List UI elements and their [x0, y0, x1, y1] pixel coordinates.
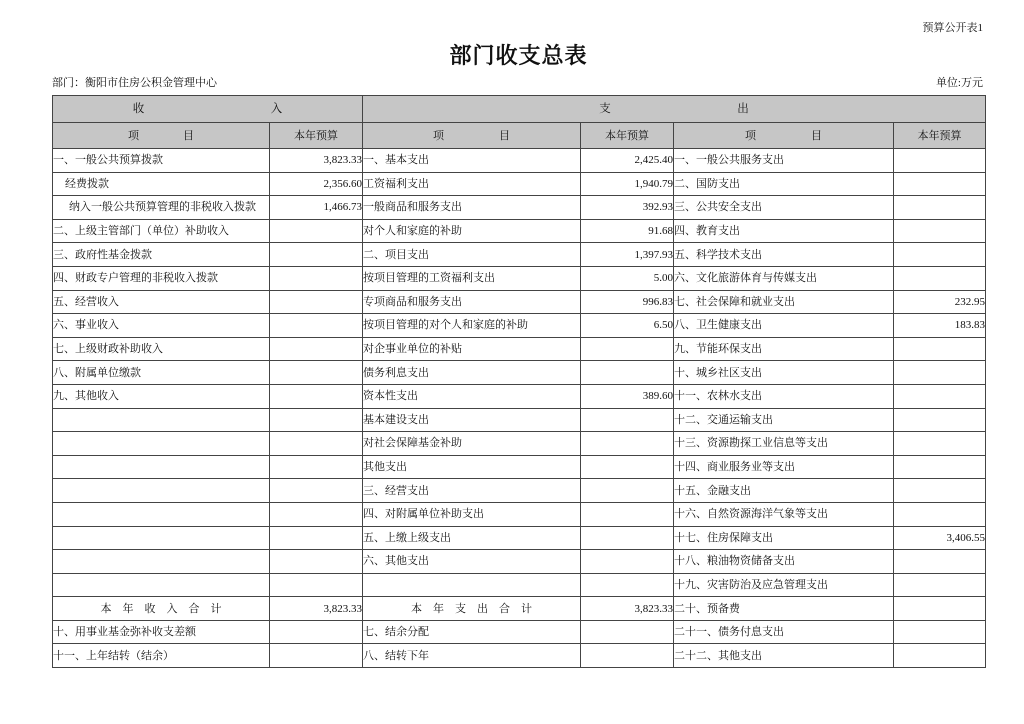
cell-expense-item: 七、结余分配: [363, 620, 581, 644]
cell-function-budget: 232.95: [894, 290, 986, 314]
cell-expense-budget: [581, 479, 674, 503]
table-row: [53, 479, 986, 503]
cell-expense-budget: [581, 432, 674, 456]
cell-income-budget: [270, 219, 363, 243]
table-row: [53, 361, 986, 385]
cell-income-item: 五、经营收入: [53, 290, 270, 314]
cell-function-item: 二、国防支出: [674, 172, 894, 196]
cell-function-budget: [894, 432, 986, 456]
cell-function-item: 十六、自然资源海洋气象等支出: [674, 502, 894, 526]
cell-function-budget: [894, 384, 986, 408]
table-row: [53, 149, 986, 173]
cell-function-budget: 3,406.55: [894, 526, 986, 550]
cell-expense-budget: 91.68: [581, 219, 674, 243]
cell-expense-budget: [581, 526, 674, 550]
cell-function-item: 二十二、其他支出: [674, 644, 894, 668]
table-row: [53, 314, 986, 338]
table-row: [53, 219, 986, 243]
cell-income-item: 四、财政专户管理的非税收入拨款: [53, 266, 270, 290]
cell-function-budget: [894, 479, 986, 503]
cell-expense-item: [363, 573, 581, 597]
cell-function-budget: [894, 266, 986, 290]
cell-expense-item: 五、上缴上级支出: [363, 526, 581, 550]
cell-function-item: 二十一、债务付息支出: [674, 620, 894, 644]
cell-income-item: [53, 408, 270, 432]
cell-function-budget: [894, 172, 986, 196]
cell-income-budget: 1,466.73: [270, 196, 363, 220]
cell-expense-item: 对企事业单位的补贴: [363, 337, 581, 361]
cell-expense-item: 一般商品和服务支出: [363, 196, 581, 220]
cell-expense-item: 对社会保障基金补助: [363, 432, 581, 456]
cell-function-budget: [894, 361, 986, 385]
cell-function-budget: [894, 550, 986, 574]
cell-expense-item: 基本建设支出: [363, 408, 581, 432]
cell-income-item: [53, 526, 270, 550]
cell-function-budget: [894, 149, 986, 173]
cell-expense-budget: [581, 337, 674, 361]
cell-expense-budget: 389.60: [581, 384, 674, 408]
table-row: [53, 408, 986, 432]
total-row: [53, 597, 986, 621]
cell-function-item: 九、节能环保支出: [674, 337, 894, 361]
cell-function-item: 十七、住房保障支出: [674, 526, 894, 550]
header-expense-item: 项 目: [363, 123, 581, 149]
budget-summary-table: [52, 95, 986, 668]
cell-function-budget: [894, 502, 986, 526]
cell-income-budget: [270, 290, 363, 314]
cell-function-budget: [894, 408, 986, 432]
cell-function-item: 五、科学技术支出: [674, 243, 894, 267]
cell-expense-item: 其他支出: [363, 455, 581, 479]
table-row: [53, 196, 986, 220]
cell-expense-budget: 392.93: [581, 196, 674, 220]
cell-income-item: [53, 432, 270, 456]
cell-income-budget: [270, 502, 363, 526]
cell-expense-item: 资本性支出: [363, 384, 581, 408]
cell-expense-item: 六、其他支出: [363, 550, 581, 574]
table-number: 预算公开表1: [922, 22, 983, 34]
cell-expense-item: 专项商品和服务支出: [363, 290, 581, 314]
cell-expense-budget: [581, 502, 674, 526]
cell-function-budget: [894, 644, 986, 668]
cell-expense-item: 对个人和家庭的补助: [363, 219, 581, 243]
cell-expense-budget: [581, 550, 674, 574]
cell-income-item: 纳入一般公共预算管理的非税收入拨款: [53, 196, 270, 220]
cell-expense-budget: 1,397.93: [581, 243, 674, 267]
table-row: [53, 243, 986, 267]
cell-income-budget: [270, 550, 363, 574]
cell-expense-item: 二、项目支出: [363, 243, 581, 267]
group-header-row: [53, 96, 986, 123]
header-income-item: 项 目: [53, 123, 270, 149]
cell-income-item: 九、其他收入: [53, 384, 270, 408]
cell-function-item: 三、公共安全支出: [674, 196, 894, 220]
cell-income-budget: [270, 243, 363, 267]
cell-income-item: [53, 502, 270, 526]
cell-expense-item: 八、结转下年: [363, 644, 581, 668]
cell-income-budget: 3,823.33: [270, 597, 363, 621]
cell-income-budget: 3,823.33: [270, 149, 363, 173]
cell-expense-budget: 996.83: [581, 290, 674, 314]
cell-function-budget: [894, 243, 986, 267]
cell-income-budget: [270, 644, 363, 668]
cell-expense-item: 三、经营支出: [363, 479, 581, 503]
cell-income-item: 六、事业收入: [53, 314, 270, 338]
column-header-row: [53, 123, 986, 149]
table-row: [53, 337, 986, 361]
cell-income-budget: [270, 361, 363, 385]
income-group-header: 收 入: [53, 96, 363, 123]
cell-function-item: 十四、商业服务业等支出: [674, 455, 894, 479]
cell-expense-item: 四、对附属单位补助支出: [363, 502, 581, 526]
cell-expense-item: 债务利息支出: [363, 361, 581, 385]
cell-function-budget: [894, 620, 986, 644]
table-row: [53, 620, 986, 644]
expense-group-header: 支 出: [363, 96, 986, 123]
cell-function-item: 十、城乡社区支出: [674, 361, 894, 385]
cell-expense-item: 按项目管理的对个人和家庭的补助: [363, 314, 581, 338]
table-row: [53, 526, 986, 550]
cell-expense-budget: [581, 455, 674, 479]
table-row: [53, 290, 986, 314]
cell-expense-item: 按项目管理的工资福利支出: [363, 266, 581, 290]
table-row: [53, 455, 986, 479]
table-row: [53, 502, 986, 526]
cell-function-item: 二十、预备费: [674, 597, 894, 621]
cell-income-item: [53, 573, 270, 597]
cell-function-budget: [894, 455, 986, 479]
table-row: [53, 644, 986, 668]
cell-function-item: 四、教育支出: [674, 219, 894, 243]
cell-function-item: 七、社会保障和就业支出: [674, 290, 894, 314]
cell-expense-budget: [581, 644, 674, 668]
header-income-budget: 本年预算: [270, 123, 363, 149]
cell-income-budget: 2,356.60: [270, 172, 363, 196]
header-function-item: 项 目: [674, 123, 894, 149]
cell-income-budget: [270, 337, 363, 361]
department-label: 部门：衡阳市住房公积金管理中心: [52, 77, 217, 89]
header-expense-budget: 本年预算: [581, 123, 674, 149]
cell-income-item: 一、一般公共预算拨款: [53, 149, 270, 173]
cell-function-budget: [894, 573, 986, 597]
cell-income-budget: [270, 408, 363, 432]
cell-function-item: 十二、交通运输支出: [674, 408, 894, 432]
cell-income-item: [53, 550, 270, 574]
cell-expense-budget: 2,425.40: [581, 149, 674, 173]
cell-function-budget: 183.83: [894, 314, 986, 338]
cell-income-budget: [270, 479, 363, 503]
page-title: 部门收支总表: [449, 43, 588, 68]
cell-income-item: [53, 455, 270, 479]
cell-function-item: 十八、粮油物资储备支出: [674, 550, 894, 574]
cell-income-budget: [270, 455, 363, 479]
cell-expense-budget: 3,823.33: [581, 597, 674, 621]
cell-function-item: 十五、金融支出: [674, 479, 894, 503]
cell-income-budget: [270, 384, 363, 408]
unit-label: 单位:万元: [935, 77, 983, 89]
cell-expense-budget: [581, 408, 674, 432]
cell-function-budget: [894, 219, 986, 243]
cell-expense-budget: 6.50: [581, 314, 674, 338]
cell-function-item: 六、文化旅游体育与传媒支出: [674, 266, 894, 290]
cell-income-item: 二、上级主管部门（单位）补助收入: [53, 219, 270, 243]
cell-expense-item: 一、基本支出: [363, 149, 581, 173]
table-row: [53, 384, 986, 408]
cell-income-item: 三、政府性基金拨款: [53, 243, 270, 267]
cell-function-item: 八、卫生健康支出: [674, 314, 894, 338]
cell-income-item: 十、用事业基金弥补收支差额: [53, 620, 270, 644]
cell-function-item: 一、一般公共服务支出: [674, 149, 894, 173]
cell-expense-budget: 5.00: [581, 266, 674, 290]
table-row: [53, 432, 986, 456]
cell-function-budget: [894, 196, 986, 220]
cell-function-budget: [894, 597, 986, 621]
cell-income-item: 十一、上年结转（结余）: [53, 644, 270, 668]
cell-expense-budget: [581, 573, 674, 597]
table-row: [53, 550, 986, 574]
cell-function-item: 十三、资源勘探工业信息等支出: [674, 432, 894, 456]
cell-income-budget: [270, 314, 363, 338]
cell-income-budget: [270, 573, 363, 597]
cell-expense-item: 本 年 支 出 合 计: [363, 597, 581, 621]
cell-function-budget: [894, 337, 986, 361]
cell-expense-item: 工资福利支出: [363, 172, 581, 196]
table-row: [53, 266, 986, 290]
cell-income-budget: [270, 526, 363, 550]
header-function-budget: 本年预算: [894, 123, 986, 149]
cell-expense-budget: 1,940.79: [581, 172, 674, 196]
cell-expense-budget: [581, 361, 674, 385]
cell-expense-budget: [581, 620, 674, 644]
cell-income-item: 七、上级财政补助收入: [53, 337, 270, 361]
cell-function-item: 十九、灾害防治及应急管理支出: [674, 573, 894, 597]
cell-income-budget: [270, 432, 363, 456]
cell-income-budget: [270, 266, 363, 290]
table-row: [53, 573, 986, 597]
cell-income-item: 八、附属单位缴款: [53, 361, 270, 385]
cell-income-item: [53, 479, 270, 503]
table-row: [53, 172, 986, 196]
cell-income-budget: [270, 620, 363, 644]
cell-income-item: 本 年 收 入 合 计: [53, 597, 270, 621]
cell-income-item: 经费拨款: [53, 172, 270, 196]
table-body: [53, 149, 986, 668]
cell-function-item: 十一、农林水支出: [674, 384, 894, 408]
